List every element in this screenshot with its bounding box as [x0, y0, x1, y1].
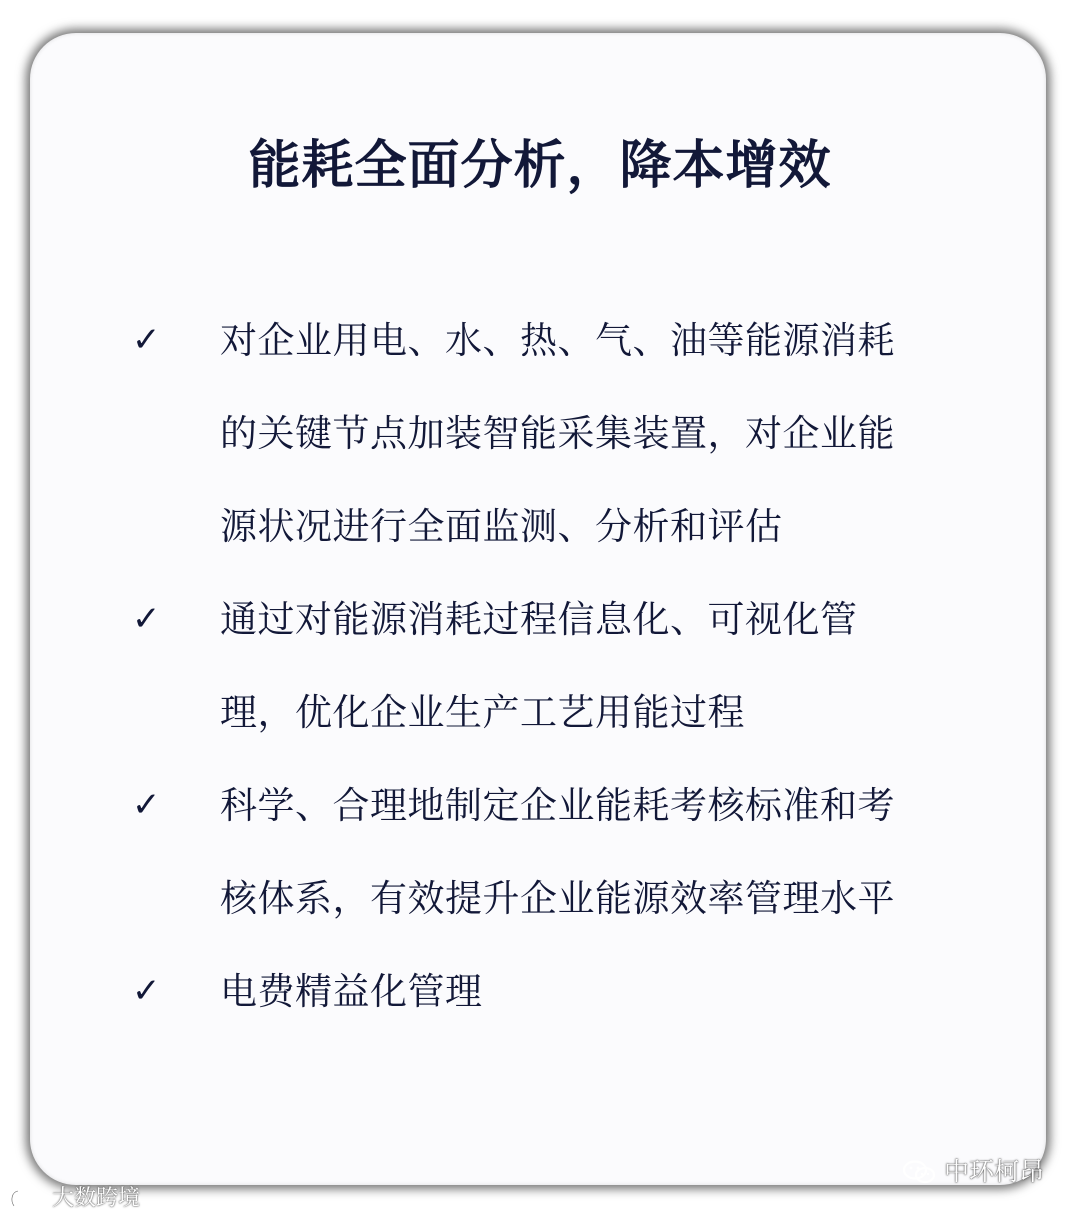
watermark-right	[902, 1155, 1044, 1189]
page-title: 能耗全面分析，降本增效	[248, 136, 832, 196]
watermark-left-text: 大数跨境	[52, 1186, 141, 1211]
watermark-right-text: 中环柯昂	[943, 1157, 1044, 1186]
checkmark-icon: ✓	[132, 785, 161, 825]
checkmark-icon: ✓	[132, 971, 161, 1011]
list-item-text: 对企业用电、水、热、气、油等能源消耗的关键节点加装智能采集装置，对企业能源状况进行全面监测、分析和评估	[220, 319, 895, 548]
checkmark-icon: ✓	[132, 320, 161, 360]
list-item-text: 科学、合理地制定企业能耗考核标准和考核体系，有效提升企业能源效率管理水平	[220, 784, 895, 920]
wechat-icon	[902, 1159, 938, 1185]
checkmark-icon: ✓	[132, 599, 161, 639]
list-item-text: 通过对能源消耗过程信息化、可视化管理，优化企业生产工艺用能过程	[220, 598, 858, 734]
watermark-logo-icon	[8, 1186, 48, 1212]
watermark-left	[8, 1184, 140, 1214]
list-item-text: 电费精益化管理	[220, 970, 483, 1013]
